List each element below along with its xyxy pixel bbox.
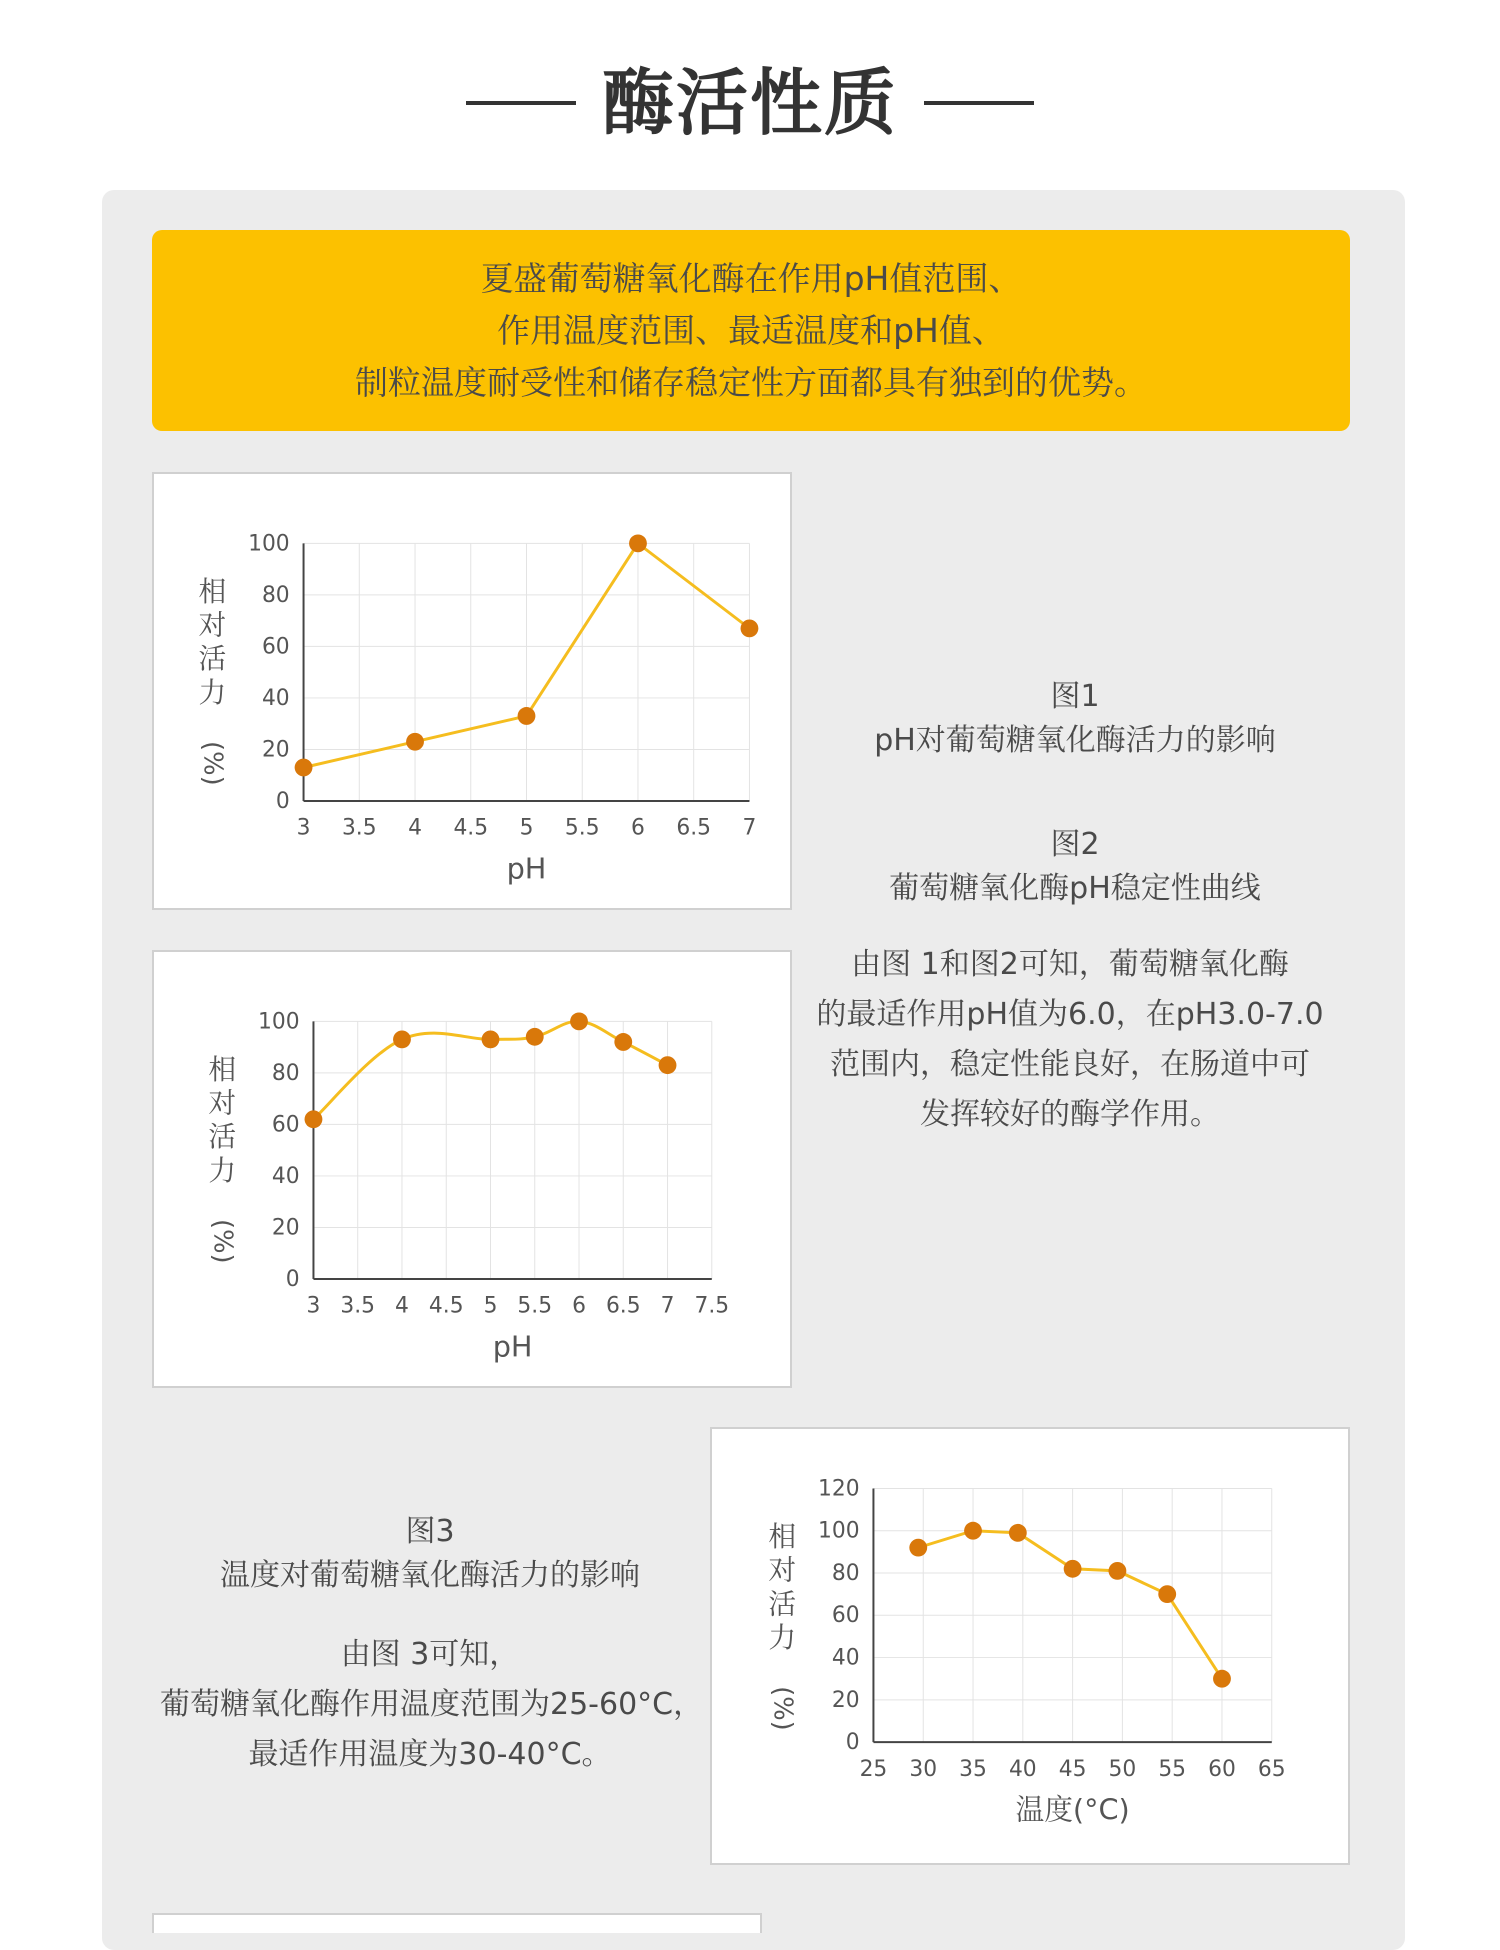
x-tick-label: 3.5	[341, 815, 377, 841]
banner-line: 作用温度范围、最适温度和pH值、	[497, 310, 1005, 350]
x-tick-label: 6.5	[605, 1293, 641, 1319]
banner-line: 制粒温度耐受性和储存稳定性方面都具有独到的优势。	[355, 362, 1147, 402]
chart-ph-activity-svg	[154, 474, 790, 908]
description-line: 由图 3可知，	[340, 1637, 520, 1672]
data-point	[1213, 1670, 1231, 1688]
figure-2-caption	[820, 823, 1330, 911]
data-point	[406, 733, 424, 751]
x-tick-label: 40	[1008, 1756, 1037, 1782]
data-point	[629, 534, 647, 552]
x-tick-label: 4	[408, 815, 422, 841]
next-chart-frame	[152, 1913, 762, 1933]
y-tick-label: 80	[831, 1560, 860, 1586]
y-tick-label: 60	[271, 1112, 300, 1138]
x-tick-label: 7	[742, 815, 757, 841]
data-point	[614, 1033, 632, 1051]
y-axis-label-char: 对	[198, 608, 227, 642]
x-tick-label: 4.5	[428, 1293, 464, 1319]
x-tick-label: 45	[1058, 1756, 1087, 1782]
y-axis-label-char: 活	[208, 1120, 237, 1154]
x-tick-label: 60	[1208, 1756, 1236, 1782]
y-tick-label: 120	[817, 1476, 860, 1502]
y-axis-label-unit: (%)	[767, 1686, 798, 1731]
y-axis-label-char: 力	[768, 1620, 797, 1654]
y-tick-label: 80	[271, 1060, 300, 1086]
y-tick-label: 0	[845, 1730, 860, 1756]
x-tick-label: 4	[395, 1293, 409, 1319]
y-tick-label: 40	[261, 685, 290, 711]
figure-2-title: 葡萄糖氧化酶pH稳定性曲线	[889, 871, 1261, 906]
data-point	[482, 1030, 500, 1048]
y-tick-label: 60	[831, 1603, 860, 1629]
x-tick-label: 6	[631, 815, 645, 841]
x-tick-label: 55	[1158, 1756, 1187, 1782]
data-point	[659, 1056, 677, 1074]
data-point	[909, 1539, 927, 1557]
chart-grid	[873, 1488, 1271, 1742]
chart-ph-stability	[152, 950, 792, 1388]
chart-ph-activity	[152, 472, 792, 910]
x-tick-label: 7.5	[694, 1293, 730, 1319]
data-point	[305, 1110, 323, 1128]
data-point	[964, 1522, 982, 1540]
y-axis-label-char: 对	[208, 1086, 237, 1120]
x-tick-label: 35	[959, 1756, 987, 1782]
data-point	[518, 707, 536, 725]
title-left-rule	[466, 101, 576, 105]
y-tick-label: 20	[831, 1687, 860, 1713]
x-tick-label: 50	[1108, 1756, 1137, 1782]
description-line: 由图 1和图2可知，葡萄糖氧化酶	[851, 947, 1289, 982]
x-tick-label: 3.5	[340, 1293, 376, 1319]
chart-grid	[304, 543, 750, 801]
figures-1-2-description	[800, 940, 1340, 1140]
x-tick-label: 5	[519, 815, 534, 841]
y-tick-label: 40	[271, 1163, 300, 1189]
x-tick-label: 6.5	[676, 815, 712, 841]
description-line: 的最适作用pH值为6.0，在pH3.0-7.0	[816, 997, 1324, 1032]
figure-3-label: 图3	[405, 1514, 455, 1549]
data-point	[1109, 1562, 1127, 1580]
data-point	[741, 619, 759, 637]
data-point	[295, 759, 313, 777]
y-tick-label: 20	[261, 737, 290, 763]
x-tick-label: 5.5	[517, 1293, 553, 1319]
description-line: 葡萄糖氧化酶作用温度范围为25-60°C，	[160, 1687, 704, 1722]
data-point	[393, 1030, 411, 1048]
x-tick-label: 7	[660, 1293, 675, 1319]
x-tick-label: 5	[483, 1293, 498, 1319]
x-tick-label: 25	[859, 1756, 888, 1782]
x-axis-label: pH	[506, 851, 547, 886]
y-axis-label-char: 相	[768, 1519, 797, 1553]
y-axis-label-char: 力	[208, 1153, 237, 1187]
page-title: 酶活性质	[601, 61, 898, 145]
x-tick-label: 6	[572, 1293, 586, 1319]
y-axis-label-char: 相	[198, 574, 227, 608]
description-line: 最适作用温度为30-40°C。	[248, 1737, 612, 1772]
figure-3-description	[160, 1630, 704, 1780]
chart-temperature-activity-svg	[712, 1429, 1348, 1863]
y-tick-label: 0	[275, 788, 290, 814]
series-line	[918, 1531, 1222, 1679]
intro-banner	[152, 230, 1350, 431]
data-point	[1009, 1524, 1027, 1542]
figure-3-title: 温度对葡萄糖氧化酶活力的影响	[220, 1558, 640, 1593]
y-tick-label: 0	[285, 1266, 300, 1292]
y-tick-label: 20	[271, 1215, 300, 1241]
section-title	[0, 58, 1500, 148]
description-line: 范围内，稳定性能良好，在肠道中可	[830, 1047, 1310, 1082]
figure-2-label: 图2	[1050, 827, 1100, 862]
data-point	[570, 1012, 588, 1030]
y-axis-label-char: 对	[768, 1553, 797, 1587]
chart-temperature-activity	[710, 1427, 1350, 1865]
data-point	[1064, 1560, 1082, 1578]
title-right-rule	[924, 101, 1034, 105]
chart-ph-stability-svg	[154, 952, 790, 1386]
x-tick-label: 4.5	[453, 815, 489, 841]
figure-1-title: pH对葡萄糖氧化酶活力的影响	[874, 723, 1276, 758]
y-axis-label-unit: (%)	[207, 1219, 238, 1264]
x-tick-label: 30	[909, 1756, 938, 1782]
description-line: 发挥较好的酶学作用。	[920, 1097, 1220, 1132]
x-axis-label: 温度(°C)	[1015, 1792, 1130, 1827]
figure-1-caption	[820, 675, 1330, 763]
x-tick-label: 3	[306, 1293, 321, 1319]
banner-line: 夏盛葡萄糖氧化酶在作用pH值范围、	[480, 258, 1022, 298]
figure-1-label: 图1	[1050, 679, 1100, 714]
data-point	[1158, 1585, 1176, 1603]
data-point	[526, 1028, 544, 1046]
figure-3-caption	[160, 1510, 700, 1598]
y-tick-label: 60	[261, 634, 290, 660]
y-tick-label: 100	[248, 531, 290, 557]
y-axis-label-unit: (%)	[197, 741, 228, 786]
y-axis-label-char: 活	[768, 1587, 797, 1621]
y-tick-label: 40	[831, 1645, 860, 1671]
y-tick-label: 80	[261, 582, 290, 608]
x-tick-label: 65	[1257, 1756, 1286, 1782]
y-axis-label-char: 活	[198, 642, 227, 676]
x-tick-label: 3	[296, 815, 311, 841]
y-tick-label: 100	[258, 1009, 300, 1035]
y-tick-label: 100	[817, 1518, 860, 1544]
y-axis-label-char: 相	[208, 1052, 237, 1086]
y-axis-label-char: 力	[198, 675, 227, 709]
x-axis-label: pH	[492, 1329, 533, 1364]
x-tick-label: 5.5	[564, 815, 600, 841]
